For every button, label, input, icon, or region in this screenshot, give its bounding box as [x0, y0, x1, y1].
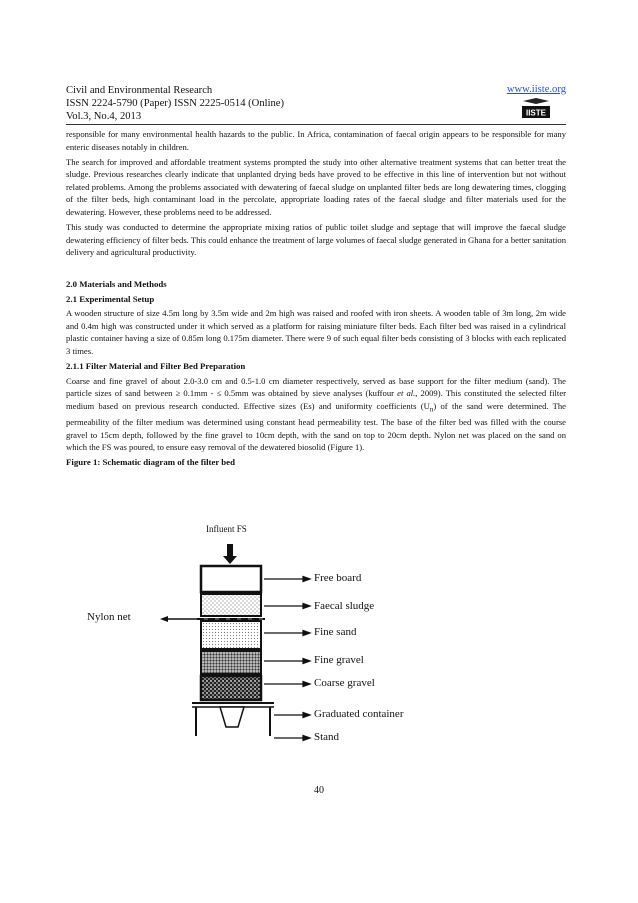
journal-issn: ISSN 2224-5790 (Paper) ISSN 2225-0514 (Online) — [66, 98, 285, 109]
stand-label: Stand — [314, 731, 340, 743]
paragraph: A wooden structure of size 4.5m long by 3.5m wide and 2m high was raised and roofed with iron sheets. A wooden table of 3m long, 2m wide and 0.4m high was constructed under it which served as a platform for raising miniature filter beds. Each filter bed was raised in a cylindrical plastic container having a size of 0.85m long 0.175m diameter. There were 9 of such equal filter beds consisting of 3 blocks with each replicated 3 times. — [66, 308, 566, 357]
paragraph: The search for improved and affordable treatment systems prompted the study into other alternative treatment systems that can better treat the sludge. Previous researches clearly indicate that unplanted drying beds have proved to be effective in this line of intervention but not without related problems. Among the problems associated with dewatering of faecal sludge on unplanted filter beds are long dewatering times, clogging of the filter beds, high contaminant load in the percolate, appropriate loading rates of the faecal sludge and filter materials used for the dewatering. However, these problems need to be addressed. — [66, 156, 566, 217]
subsubsection-heading: 2.1.1 Filter Material and Filter Bed Preparation — [66, 361, 246, 372]
section-heading: 2.0 Materials and Methods — [66, 279, 167, 290]
faecal-sludge-label: Faecal sludge — [314, 600, 375, 612]
journal-url-link[interactable]: www.iiste.org — [506, 84, 566, 95]
header-rule — [66, 124, 566, 125]
journal-title: Civil and Environmental Research — [66, 85, 213, 96]
page-number: 40 — [314, 785, 324, 796]
iiste-logo — [519, 98, 553, 120]
nylon-net-label: Nylon net — [87, 611, 131, 623]
figure-caption: Figure 1: Schematic diagram of the filter bed — [66, 457, 235, 468]
coarse-gravel-label: Coarse gravel — [314, 677, 375, 689]
free-board-label: Free board — [314, 572, 362, 584]
article-body — [66, 128, 566, 471]
paragraph: responsible for many environmental health hazards to the public. In Africa, contamination of faecal origin appears to be responsible for many enteric diseases notably in children. — [66, 129, 566, 152]
filter-bed-schematic — [70, 520, 490, 750]
fine-sand-label: Fine sand — [314, 626, 357, 638]
filter-bed-diagram — [70, 520, 490, 750]
paragraph: Coarse and fine gravel of about 2.0-3.0 cm and 0.5-1.0 cm diameter respectively, served as base support for the filter medium (sand). The particle sizes of sand between ≥ 0.1mm - ≤ 0.5mm was obtained by sieve analyses (kuffour et al., 2009). This constituted the selected filter medium based on previous research conducted. Effective sizes (Es) and uniformity coefficients $(U_n)$ of the sand were determined. The permeability of the filter medium was determined using constant head permeability test. The base of the filter bed was filled with the course gravel to 15cm depth, followed by the fine gravel to 10cm depth, with the sand on top to 20cm depth. Nylon net was placed on the sand on which the FS was poured, to ensure easy removal of the dewatered biosolid (Figure 1). — [66, 375, 566, 453]
paragraph: This study was conducted to determine the appropriate mixing ratios of public toilet sludge and septage that will improve the faecal sludge dewatering efficiency of filter beds. This could enhance the treatment of large volumes of faecal sludge generated in Ghana for a better sanitation delivery and agricultural productivity. — [66, 221, 566, 258]
logo-text: IISTE — [525, 108, 547, 118]
influent-label: Influent FS — [206, 524, 247, 534]
fine-gravel-label: Fine gravel — [314, 654, 364, 666]
graduated-container-label: Graduated container — [314, 708, 404, 720]
subsection-heading: 2.1 Experimental Setup — [66, 293, 155, 304]
journal-volume: Vol.3, No.4, 2013 — [66, 111, 142, 122]
